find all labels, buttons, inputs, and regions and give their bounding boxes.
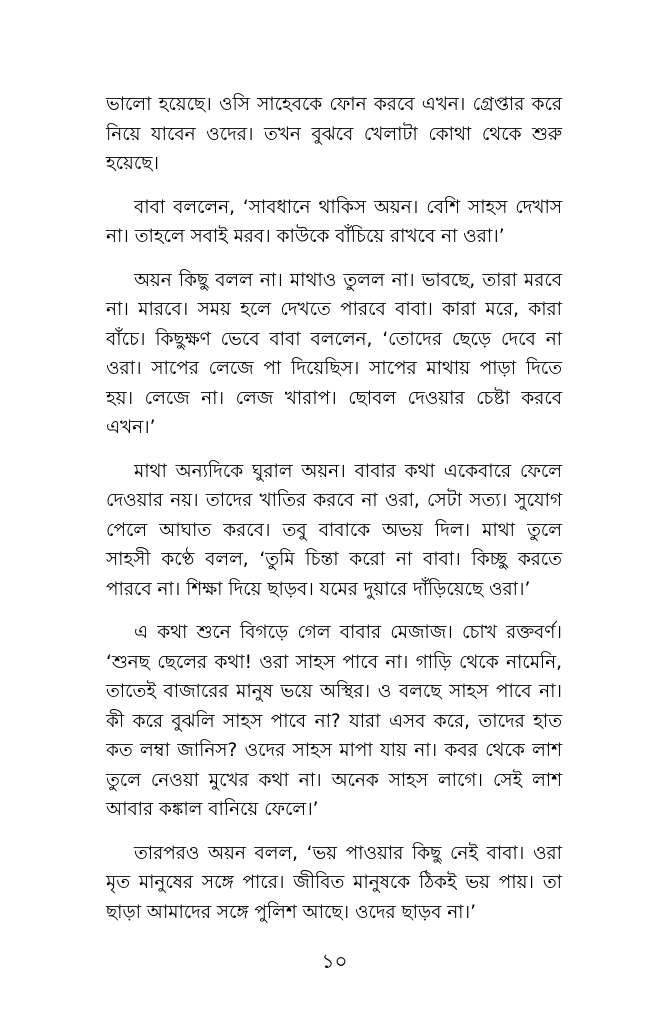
paragraph-continuation: ভালো হয়েছে। ওসি সাহেবকে ফোন করবে এখন। গ্রেপ্তার করে নিয়ে যাবেন ওদের। তখন বুঝবে খেলাটা কোথা থেকে শুরু হয়েছে। [106,94,562,174]
body-text [106,90,562,941]
paragraph: এ কথা শুনে বিগড়ে গেল বাবার মেজাজ। চোখ রক্তবর্ণ। ‘শুনছ ছেলের কথা! ওরা সাহস পাবে না। গাড়ি থেকে নামেনি, তাতেই বাজারের মানুষ ভয়ে অস্থির। ও বলছে সাহস পাবে না। কী করে বুঝলি সাহস পাবে না? যারা এসব করে, তাদের হাত কত লম্বা জানিস? ওদের সাহস মাপা যায় না। কবর থেকে লাশ তুলে নেওয়া মুখের কথা না। অনেক সাহস লাগে। সেই লাশ আবার কঙ্কাল বানিয়ে ফেলে।’ [106,622,562,820]
paragraph: বাবা বললেন, ‘সাবধানে থাকিস অয়ন। বেশি সাহস দেখাস না। তাহলে সবাই মরব। কাউকে বাঁচিয়ে রাখবে না ওরা।’ [106,196,562,247]
paragraph: তারপরও অয়ন বলল, ‘ভয় পাওয়ার কিছু নেই বাবা। ওরা মৃত মানুষের সঙ্গে পারে। জীবিত মানুষকে ঠিকই ভয় পায়। তা ছাড়া আমাদের সঙ্গে পুলিশ আছে। ওদের ছাড়ব না।’ [106,842,562,923]
paragraph: মাথা অন্যদিকে ঘুরাল অয়ন। বাবার কথা একেবারে ফেলে দেওয়ার নয়। তাদের খাতির করবে না ওরা, সেটা সত্য। সুযোগ পেলে আঘাত করবে। তবু বাবাকে অভয় দিল। মাথা তুলে সাহসী কণ্ঠে বলল, ‘তুমি চিন্তা করো না বাবা। কিচ্ছু করতে পারবে না। শিক্ষা দিয়ে ছাড়ব। যমের দুয়ারে দাঁড়িয়েছে ওরা।’ [106,460,562,600]
paragraph: অয়ন কিছু বলল না। মাথাও তুলল না। ভাবছে, তারা মরবে না। মারবে। সময় হলে দেখতে পারবে বাবা। কারা মরে, কারা বাঁচে। কিছুক্ষণ ভেবে বাবা বললেন, ‘তোদের ছেড়ে দেবে না ওরা। সাপের লেজে পা দিয়েছিস। সাপের মাথায় পাড়া দিতে হয়। লেজে না। লেজ খারাপ। ছোবল দেওয়ার চেষ্টা করবে এখন।’ [106,269,562,438]
page-number: ১০ [321,949,348,973]
